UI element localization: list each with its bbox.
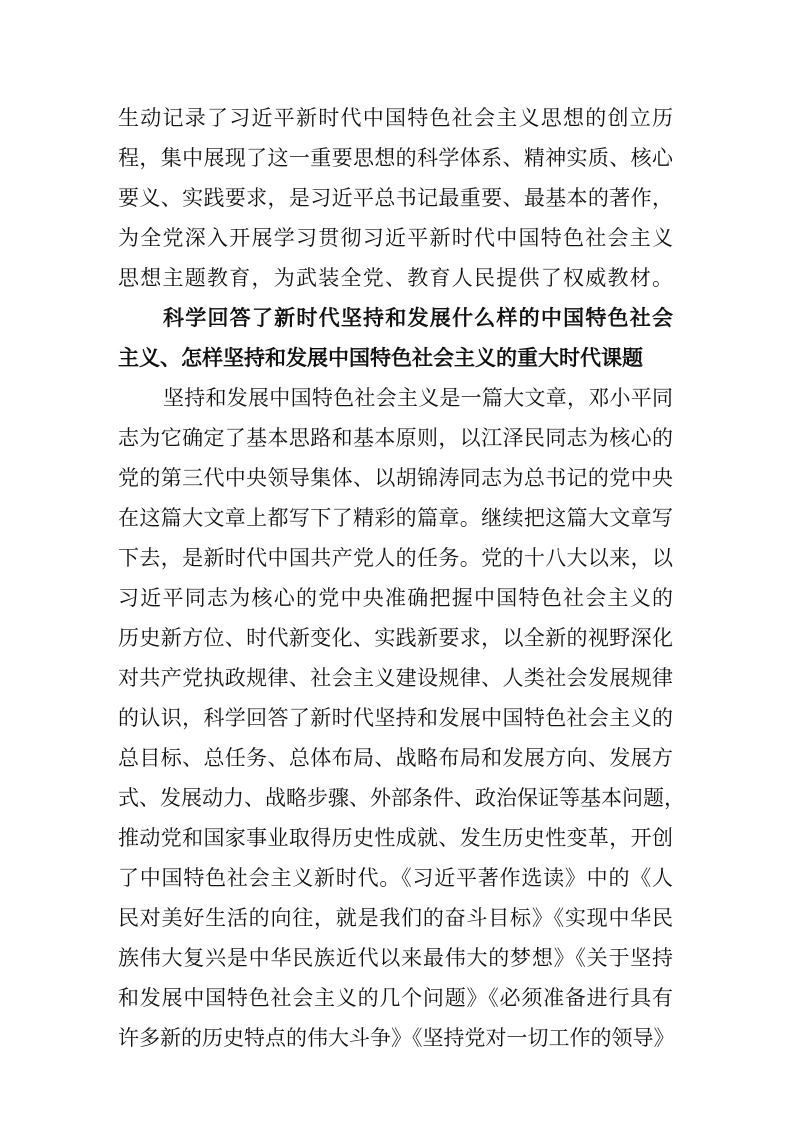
text-line: 党的第三代中央领导集体、以胡锦涛同志为总书记的党中央 (118, 466, 673, 490)
text-line: 习近平同志为核心的党中央准确把握中国特色社会主义的 (118, 586, 673, 610)
paragraph-1 (118, 98, 673, 298)
text-line: 为全党深入开展学习贯彻习近平新时代中国特色社会主义 (118, 226, 673, 250)
heading-line: 科学回答了新时代坚持和发展什么样的中国特色社会 (163, 306, 673, 330)
text-line: 族伟大复兴是中华民族近代以来最伟大的梦想》《关于坚持 (118, 946, 673, 970)
text-line: 许多新的历史特点的伟大斗争》《坚持党对一切工作的领导》 (118, 1026, 675, 1050)
text-line: 志为它确定了基本思路和基本原则，以江泽民同志为核心的 (118, 426, 673, 450)
text-line: 民对美好生活的向往，就是我们的奋斗目标》《实现中华民 (118, 906, 673, 930)
text-line: 坚持和发展中国特色社会主义是一篇大文章，邓小平同 (163, 386, 673, 410)
text-line: 式、发展动力、战略步骤、外部条件、政治保证等基本问题， (118, 786, 685, 810)
text-line: 总目标、总任务、总体布局、战略布局和发展方向、发展方 (118, 746, 673, 770)
document-page (118, 98, 685, 1058)
text-line: 了中国特色社会主义新时代。《习近平著作选读》中的《人 (118, 866, 673, 890)
text-line: 生动记录了习近平新时代中国特色社会主义思想的创立历 (118, 106, 673, 130)
text-line: 对共产党执政规律、社会主义建设规律、人类社会发展规律 (118, 666, 673, 690)
text-line: 和发展中国特色社会主义的几个问题》《必须准备进行具有 (118, 986, 673, 1010)
text-line: 要义、实践要求，是习近平总书记最重要、最基本的著作， (118, 186, 673, 210)
paragraph-2 (118, 378, 685, 1058)
text-line: 程，集中展现了这一重要思想的科学体系、精神实质、核心 (118, 146, 673, 170)
text-line: 的认识，科学回答了新时代坚持和发展中国特色社会主义的 (118, 706, 673, 730)
heading-line: 主义、怎样坚持和发展中国特色社会主义的重大时代课题 (118, 346, 643, 370)
text-line: 历史新方位、时代新变化、实践新要求，以全新的视野深化 (118, 626, 673, 650)
text-line: 下去，是新时代中国共产党人的任务。党的十八大以来，以 (118, 546, 673, 570)
text-line: 在这篇大文章上都写下了精彩的篇章。继续把这篇大文章写 (118, 506, 673, 530)
text-line: 思想主题教育，为武装全党、教育人民提供了权威教材。 (118, 266, 673, 290)
section-heading (118, 298, 673, 378)
text-line: 推动党和国家事业取得历史性成就、发生历史性变革，开创 (118, 826, 673, 850)
